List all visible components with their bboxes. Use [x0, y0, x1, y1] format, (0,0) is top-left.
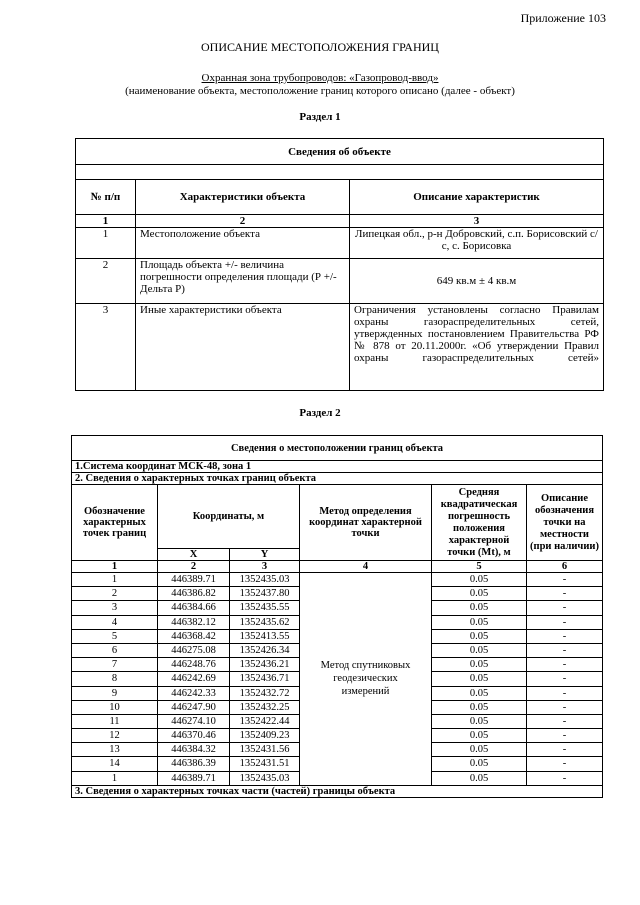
point-x: 446248.76 — [158, 658, 230, 672]
object-name-note: (наименование объекта, местоположение границ которого описано (далее - объект) — [125, 85, 515, 97]
col-number: 5 — [432, 561, 527, 573]
point-x: 446389.71 — [158, 771, 230, 785]
row-num: 2 — [76, 259, 136, 304]
method-cell: Метод спутниковых геодезических измерений — [300, 573, 432, 786]
col-header-characteristic: Характеристики объекта — [136, 180, 350, 215]
point-y: 1352436.71 — [230, 672, 300, 686]
point-description: - — [527, 672, 603, 686]
point-id: 3 — [72, 601, 158, 615]
point-id: 12 — [72, 729, 158, 743]
col-number: 3 — [350, 215, 604, 228]
section-2-label: Раздел 2 — [299, 407, 341, 419]
point-y: 1352435.03 — [230, 573, 300, 587]
point-x: 446386.82 — [158, 587, 230, 601]
point-y: 1352432.72 — [230, 686, 300, 700]
object-name: Охранная зона трубопроводов: «Газопровод-ввод» — [201, 72, 439, 84]
point-id: 4 — [72, 615, 158, 629]
table-row — [76, 304, 604, 391]
point-id: 14 — [72, 757, 158, 771]
point-description: - — [527, 629, 603, 643]
point-x: 446384.66 — [158, 601, 230, 615]
point-description: - — [527, 700, 603, 714]
point-description: - — [527, 729, 603, 743]
point-id: 5 — [72, 629, 158, 643]
boundary-table-title: Сведения о местоположении границ объекта — [72, 436, 603, 461]
col-header-x: X — [158, 549, 230, 561]
point-id: 1 — [72, 573, 158, 587]
col-number: 2 — [136, 215, 350, 228]
point-id: 9 — [72, 686, 158, 700]
point-y: 1352432.25 — [230, 700, 300, 714]
point-y: 1352426.34 — [230, 643, 300, 657]
col-header-coords: Координаты, м — [158, 485, 300, 549]
col-header-num: № п/п — [76, 180, 136, 215]
point-y: 1352422.44 — [230, 714, 300, 728]
point-error: 0.05 — [432, 643, 527, 657]
point-y: 1352409.23 — [230, 729, 300, 743]
point-x: 446389.71 — [158, 573, 230, 587]
col-number: 2 — [158, 561, 230, 573]
point-description: - — [527, 615, 603, 629]
table-row — [76, 228, 604, 259]
point-description: - — [527, 757, 603, 771]
point-id: 7 — [72, 658, 158, 672]
point-error: 0.05 — [432, 700, 527, 714]
col-number: 1 — [72, 561, 158, 573]
point-description: - — [527, 714, 603, 728]
appendix-label: Приложение 103 — [520, 11, 606, 25]
row-num: 3 — [76, 304, 136, 391]
point-x: 446274.10 — [158, 714, 230, 728]
col-number: 3 — [230, 561, 300, 573]
table-row — [76, 259, 604, 304]
point-description: - — [527, 601, 603, 615]
coord-system: 1.Система координат МСК-48, зона 1 — [72, 461, 603, 473]
point-id: 8 — [72, 672, 158, 686]
row-name: Местоположение объекта — [136, 228, 350, 259]
section-1-label: Раздел 1 — [299, 111, 341, 123]
point-description: - — [527, 686, 603, 700]
point-error: 0.05 — [432, 615, 527, 629]
col-header-y: Y — [230, 549, 300, 561]
col-number: 6 — [527, 561, 603, 573]
point-x: 446247.90 — [158, 700, 230, 714]
point-id: 1 — [72, 771, 158, 785]
row-value: 649 кв.м ± 4 кв.м — [350, 259, 604, 304]
point-id: 11 — [72, 714, 158, 728]
point-description: - — [527, 743, 603, 757]
point-error: 0.05 — [432, 686, 527, 700]
partial-points-heading: 3. Сведения о характерных точках части (частей) границы объекта — [72, 785, 603, 797]
point-error: 0.05 — [432, 658, 527, 672]
col-header-point: Обозначение характерных точек границ — [72, 485, 158, 561]
point-x: 446384.32 — [158, 743, 230, 757]
row-value: Ограничения установлены согласно Правилам охраны газораспределительных сетей, утвержденных постановлением Правительства РФ № 878 от 20.11.2000г. «Об утверждении Правил охраны газораспределительных сетей» — [350, 304, 604, 391]
col-number: 4 — [300, 561, 432, 573]
point-id: 10 — [72, 700, 158, 714]
point-y: 1352413.55 — [230, 629, 300, 643]
row-value: Липецкая обл., р-н Добровский, с.п. Борисовский с/с, с. Борисовка — [350, 228, 604, 259]
point-x: 446368.42 — [158, 629, 230, 643]
col-number: 1 — [76, 215, 136, 228]
point-y: 1352435.62 — [230, 615, 300, 629]
point-y: 1352431.56 — [230, 743, 300, 757]
point-error: 0.05 — [432, 771, 527, 785]
point-x: 446242.33 — [158, 686, 230, 700]
point-error: 0.05 — [432, 714, 527, 728]
point-id: 13 — [72, 743, 158, 757]
point-description: - — [527, 587, 603, 601]
object-info-title: Сведения об объекте — [76, 139, 604, 165]
row-name: Иные характеристики объекта — [136, 304, 350, 391]
point-id: 6 — [72, 643, 158, 657]
point-error: 0.05 — [432, 573, 527, 587]
point-error: 0.05 — [432, 587, 527, 601]
point-description: - — [527, 573, 603, 587]
point-y: 1352436.21 — [230, 658, 300, 672]
point-x: 446370.46 — [158, 729, 230, 743]
spacer-row — [76, 165, 604, 180]
point-description: - — [527, 643, 603, 657]
point-error: 0.05 — [432, 629, 527, 643]
row-name: Площадь объекта +/- величина погрешности определения площади (Р +/- Дельта Р) — [136, 259, 350, 304]
object-info-table — [75, 138, 604, 391]
point-error: 0.05 — [432, 672, 527, 686]
point-y: 1352431.51 — [230, 757, 300, 771]
points-heading: 2. Сведения о характерных точках границ объекта — [72, 473, 603, 485]
point-id: 2 — [72, 587, 158, 601]
point-y: 1352435.03 — [230, 771, 300, 785]
point-error: 0.05 — [432, 729, 527, 743]
page-title: ОПИСАНИЕ МЕСТОПОЛОЖЕНИЯ ГРАНИЦ — [201, 40, 439, 54]
boundary-points-table — [71, 435, 603, 798]
point-y: 1352437.80 — [230, 587, 300, 601]
point-x: 446275.08 — [158, 643, 230, 657]
point-error: 0.05 — [432, 743, 527, 757]
point-x: 446386.39 — [158, 757, 230, 771]
point-y: 1352435.55 — [230, 601, 300, 615]
table-row — [72, 573, 603, 587]
point-description: - — [527, 771, 603, 785]
col-header-description: Описание характеристик — [350, 180, 604, 215]
col-header-method: Метод определения координат характерной точки — [300, 485, 432, 561]
point-x: 446382.12 — [158, 615, 230, 629]
row-num: 1 — [76, 228, 136, 259]
col-header-error: Средняя квадратическая погрешность положения характерной точки (Mt), м — [432, 485, 527, 561]
col-header-description: Описание обозначения точки на местности (при наличии) — [527, 485, 603, 561]
point-description: - — [527, 658, 603, 672]
point-error: 0.05 — [432, 601, 527, 615]
point-error: 0.05 — [432, 757, 527, 771]
point-x: 446242.69 — [158, 672, 230, 686]
